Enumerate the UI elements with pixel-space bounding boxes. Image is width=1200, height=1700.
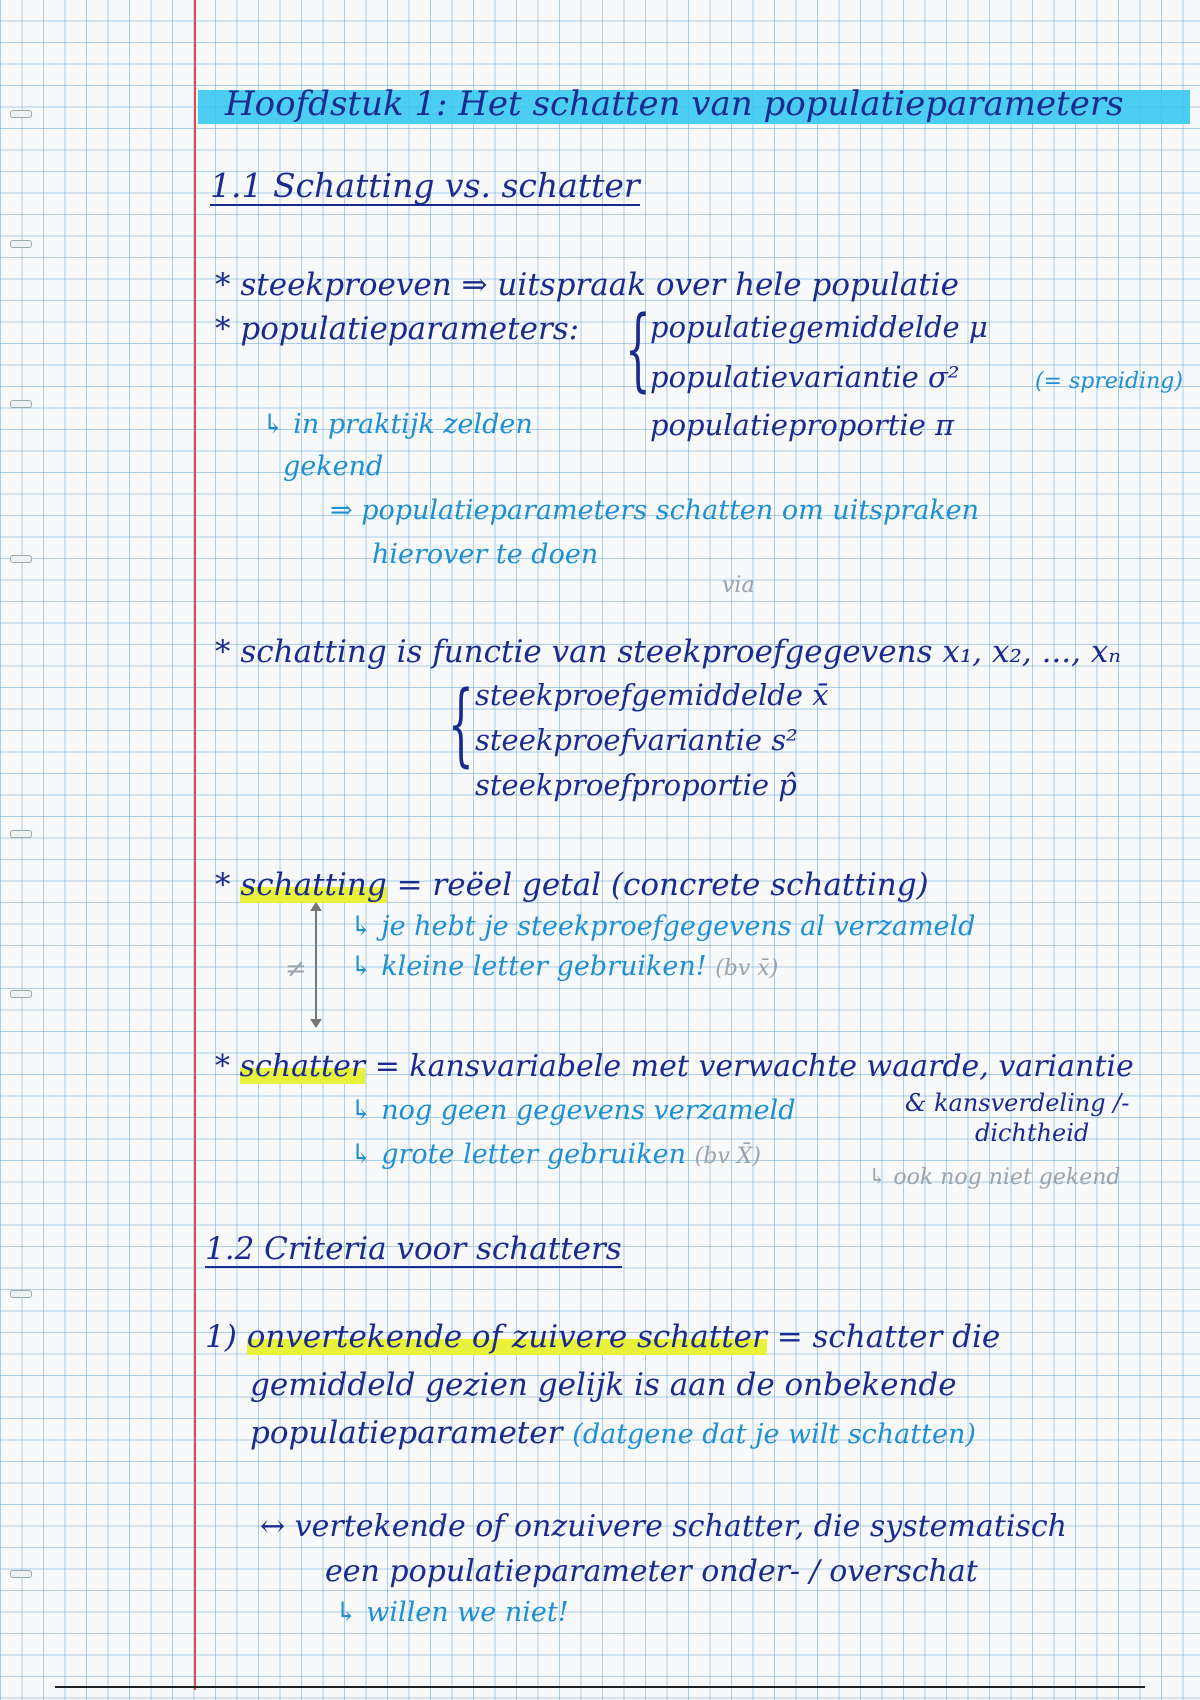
schatter-extra-2: dichtheid: [975, 1119, 1090, 1147]
bullet-star: *: [215, 1049, 240, 1084]
contrast-line-2: een populatieparameter onder- / overschat: [325, 1554, 978, 1589]
binder-hole: [10, 990, 32, 998]
schatting-note-2: ↳ kleine letter gebruiken!: [350, 951, 707, 982]
schatter-definition: = kansvariabele met verwachte waarde, variantie: [374, 1049, 1134, 1084]
schatter-note-2: ↳ grote letter gebruiken: [350, 1139, 687, 1170]
param-variance: populatievariantie σ²: [650, 360, 960, 394]
binder-hole: [10, 555, 32, 563]
contrast-line-1: ↔ vertekende of onzuivere schatter, die systematisch: [260, 1509, 1067, 1544]
binder-hole: [10, 1290, 32, 1298]
sample-proportion: steekproefproportie p̂: [475, 768, 797, 802]
bullet-populatieparameters: * populatieparameters:: [215, 311, 580, 347]
not-equal-sign: ≠: [285, 954, 307, 984]
binder-hole: [10, 400, 32, 408]
criterion-line-3: populatieparameter: [250, 1415, 563, 1451]
criterion-definition: = schatter die: [776, 1319, 1001, 1355]
brace-params: {: [625, 297, 651, 402]
schatter-extra-1: & kansverdeling /-: [905, 1089, 1130, 1117]
note-via: via: [722, 573, 755, 598]
criterion-explanation: (datgene dat je wilt schatten): [572, 1419, 976, 1450]
schatter-example: (bv X̄): [694, 1144, 761, 1169]
schatting-definition: = reëel getal (concrete schatting): [396, 867, 929, 903]
param-mean: populatiegemiddelde μ: [650, 310, 988, 344]
brace-sample: {: [448, 672, 474, 777]
conclusion-line-2: hierover te doen: [372, 539, 599, 570]
section-1-2-title: 1.2 Criteria voor schatters: [205, 1231, 622, 1267]
sample-mean: steekproefgemiddelde x̄: [475, 678, 829, 712]
binder-hole: [10, 1570, 32, 1578]
conclusion-line-1: ⇒ populatieparameters schatten om uitspraken: [330, 495, 980, 526]
note-gekend: gekend: [283, 451, 384, 482]
term-onvertekende-schatter: onvertekende of zuivere schatter: [246, 1319, 767, 1355]
chapter-title: Hoofdstuk 1: Het schatten van populatieparameters: [225, 84, 1124, 124]
contrast-note: ↳ willen we niet!: [335, 1597, 569, 1628]
bullet-steekproeven: * steekproeven ⇒ uitspraak over hele populatie: [215, 267, 959, 303]
sample-variance: steekproefvariantie s²: [475, 723, 798, 757]
criterion-number: 1): [205, 1319, 237, 1355]
criterion-line-2: gemiddeld gezien gelijk is aan de onbekende: [250, 1367, 957, 1403]
margin-line: [194, 0, 196, 1690]
schatter-note-1: ↳ nog geen gegevens verzameld: [350, 1095, 796, 1126]
comparison-arrow: [315, 910, 317, 1020]
schatting-example: (bv x̄): [715, 956, 779, 981]
binder-hole: [10, 240, 32, 248]
bullet-schatting-functie: * schatting is functie van steekproefgegevens x₁, x₂, ..., xₙ: [215, 634, 1121, 670]
page-bottom-line: [55, 1686, 1145, 1688]
note-praktijk: ↳ in praktijk zelden: [262, 409, 533, 440]
param-proportion: populatieproportie π: [650, 408, 955, 442]
term-schatting: schatting: [240, 867, 387, 903]
binder-hole: [10, 830, 32, 838]
binder-hole: [10, 110, 32, 118]
note-spreiding: (= spreiding): [1035, 369, 1183, 394]
section-1-1-title: 1.1 Schatting vs. schatter: [210, 166, 640, 205]
schatter-note-ook: ↳ ook nog niet gekend: [868, 1165, 1121, 1190]
term-schatter: schatter: [239, 1049, 366, 1084]
schatting-note-1: ↳ je hebt je steekproefgegevens al verzameld: [350, 911, 976, 942]
bullet-star: *: [215, 867, 241, 903]
